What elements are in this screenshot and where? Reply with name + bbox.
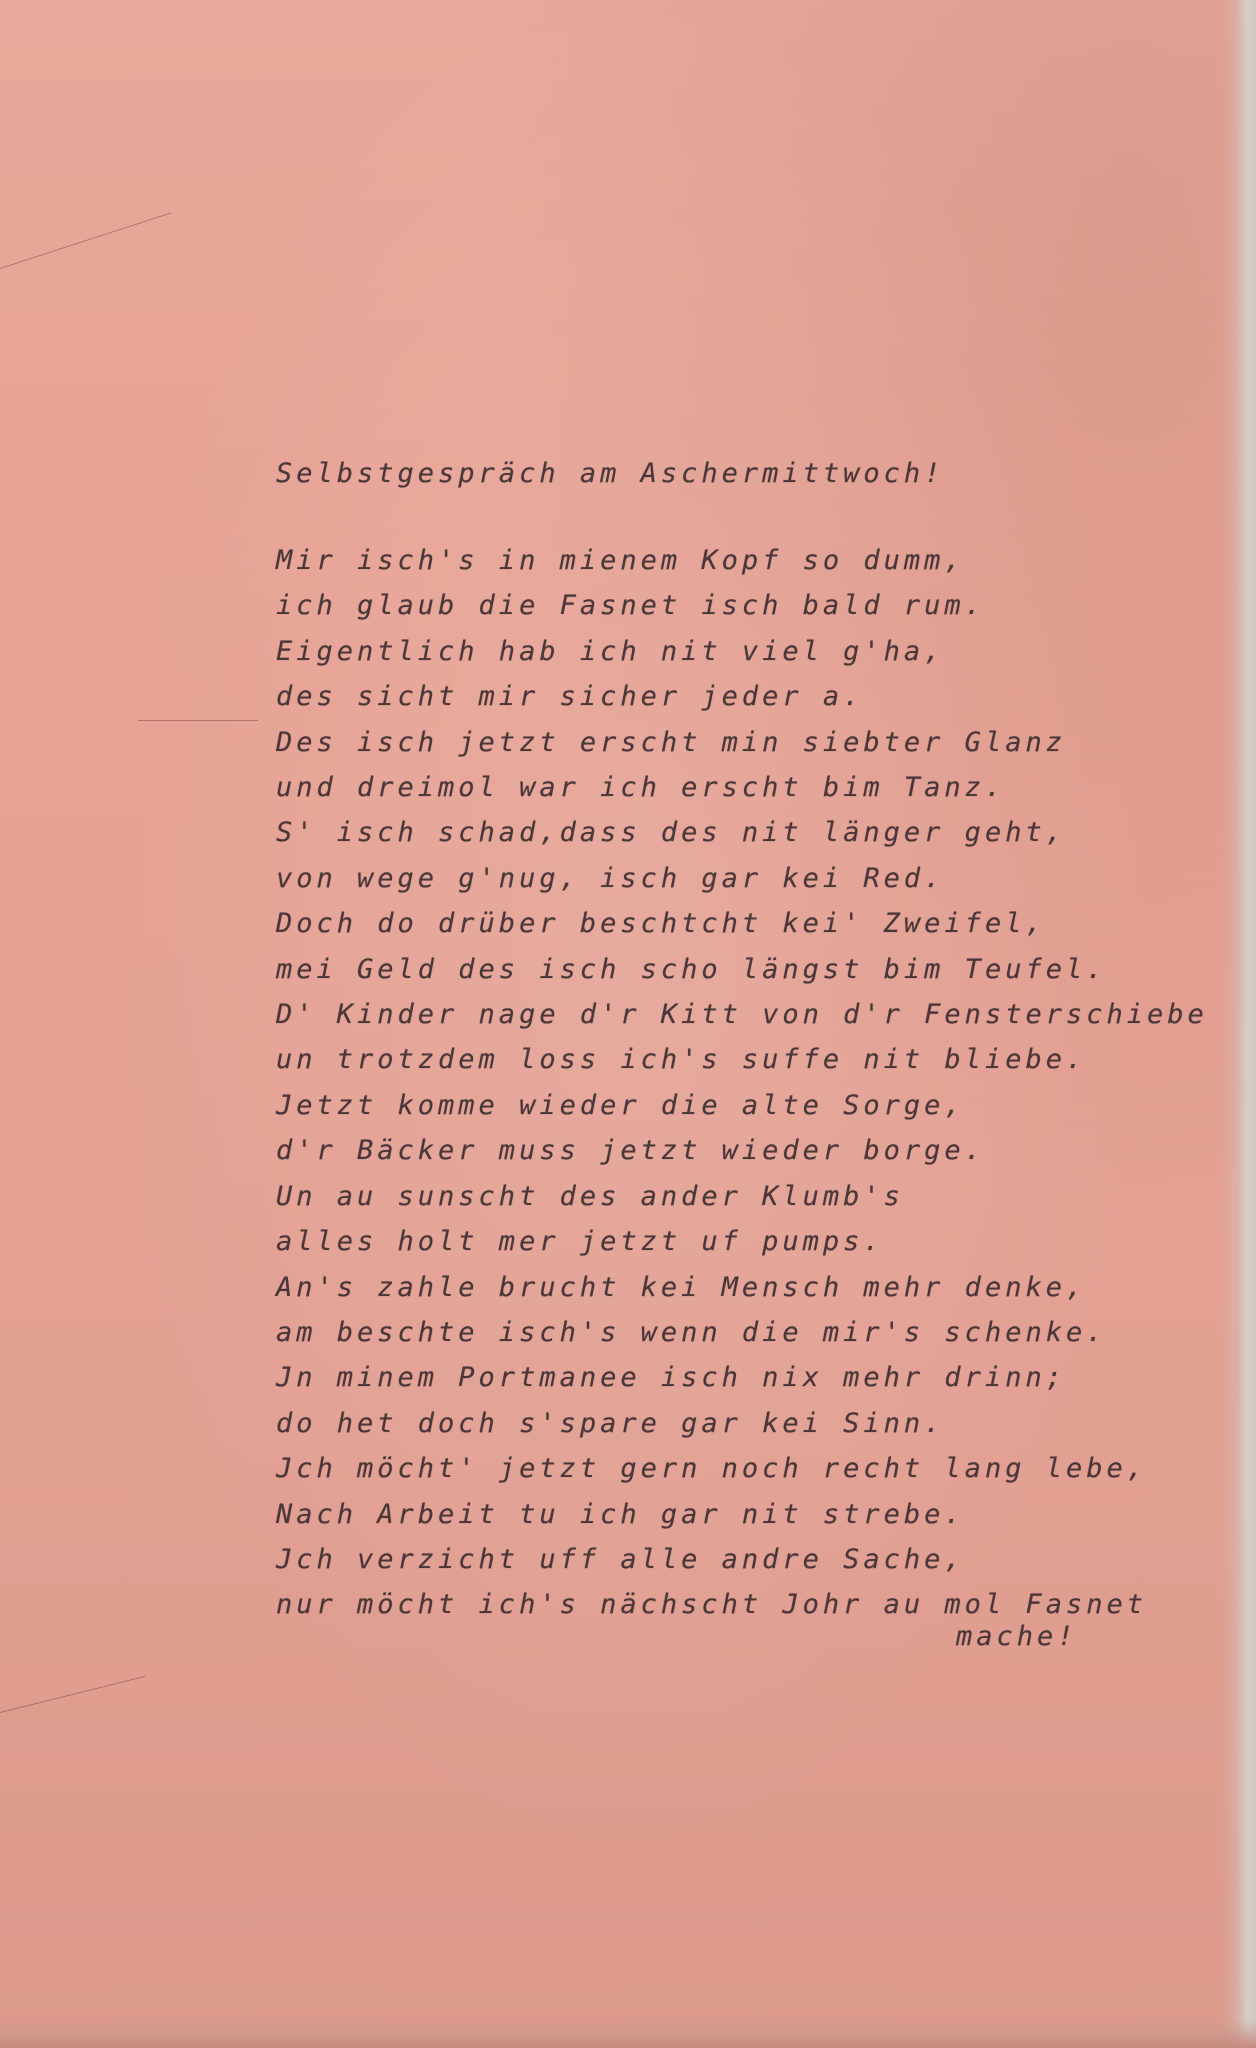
poem-line: nur möcht ich's nächscht Johr au mol Fasnet [276,1589,1147,1621]
paper-crease [0,1676,146,1713]
poem-line: mei Geld des isch scho längst bim Teufel. [276,953,1107,985]
poem-line: do het doch s'spare gar kei Sinn. [276,1407,945,1439]
poem-line: Mir isch's in mienem Kopf so dumm, [276,545,965,576]
poem-line: alles holt mer jetzt uf pumps. [276,1226,884,1258]
poem-line: des sicht mir sicher jeder a. [276,681,864,713]
poem-line: Des isch jetzt erscht min siebter Glanz [276,726,1066,758]
poem-line: D' Kinder nage d'r Kitt von d'r Fensterschiebe [276,999,1208,1031]
poem-line: Nach Arbeit tu ich gar nit strebe. [276,1498,965,1530]
poem-line: von wege g'nug, isch gar kei Red. [276,862,945,894]
paper-bottom-edge [0,2020,1256,2048]
poem-line: Jch verzicht uff alle andre Sache, [276,1543,965,1575]
poem-line: S' isch schad,dass des nit länger geht, [276,817,1066,849]
paper-crease [138,720,258,721]
poem-line: un trotzdem loss ich's suffe nit bliebe. [276,1044,1087,1076]
poem-title: Selbstgespräch am Aschermittwoch! [276,458,945,489]
poem-line: d'r Bäcker muss jetzt wieder borge. [276,1135,985,1167]
poem-line: Eigentlich hab ich nit viel g'ha, [276,635,945,667]
paper-crease [0,212,171,269]
poem-final-word: mache! [956,1620,1078,1652]
poem-line: Jetzt komme wieder die alte Sorge, [276,1089,965,1121]
poem-line: ich glaub die Fasnet isch bald rum. [276,590,985,622]
poem-line: Jn minem Portmanee isch nix mehr drinn; [276,1362,1066,1394]
poem-line: Jch möcht' jetzt gern noch recht lang lebe, [276,1453,1147,1485]
paper-right-edge [1222,0,1256,2048]
poem-lines [276,538,1208,1628]
poem-line: Un au sunscht des ander Klumb's [276,1180,904,1212]
poem-line: und dreimol war ich erscht bim Tanz. [276,772,1006,804]
poem-line: am beschte isch's wenn die mir's schenke. [276,1316,1107,1348]
poem-line: An's zahle brucht kei Mensch mehr denke, [276,1271,1087,1303]
poem [276,456,1208,1652]
poem-line: Doch do drüber beschtcht kei' Zweifel, [276,908,1046,940]
